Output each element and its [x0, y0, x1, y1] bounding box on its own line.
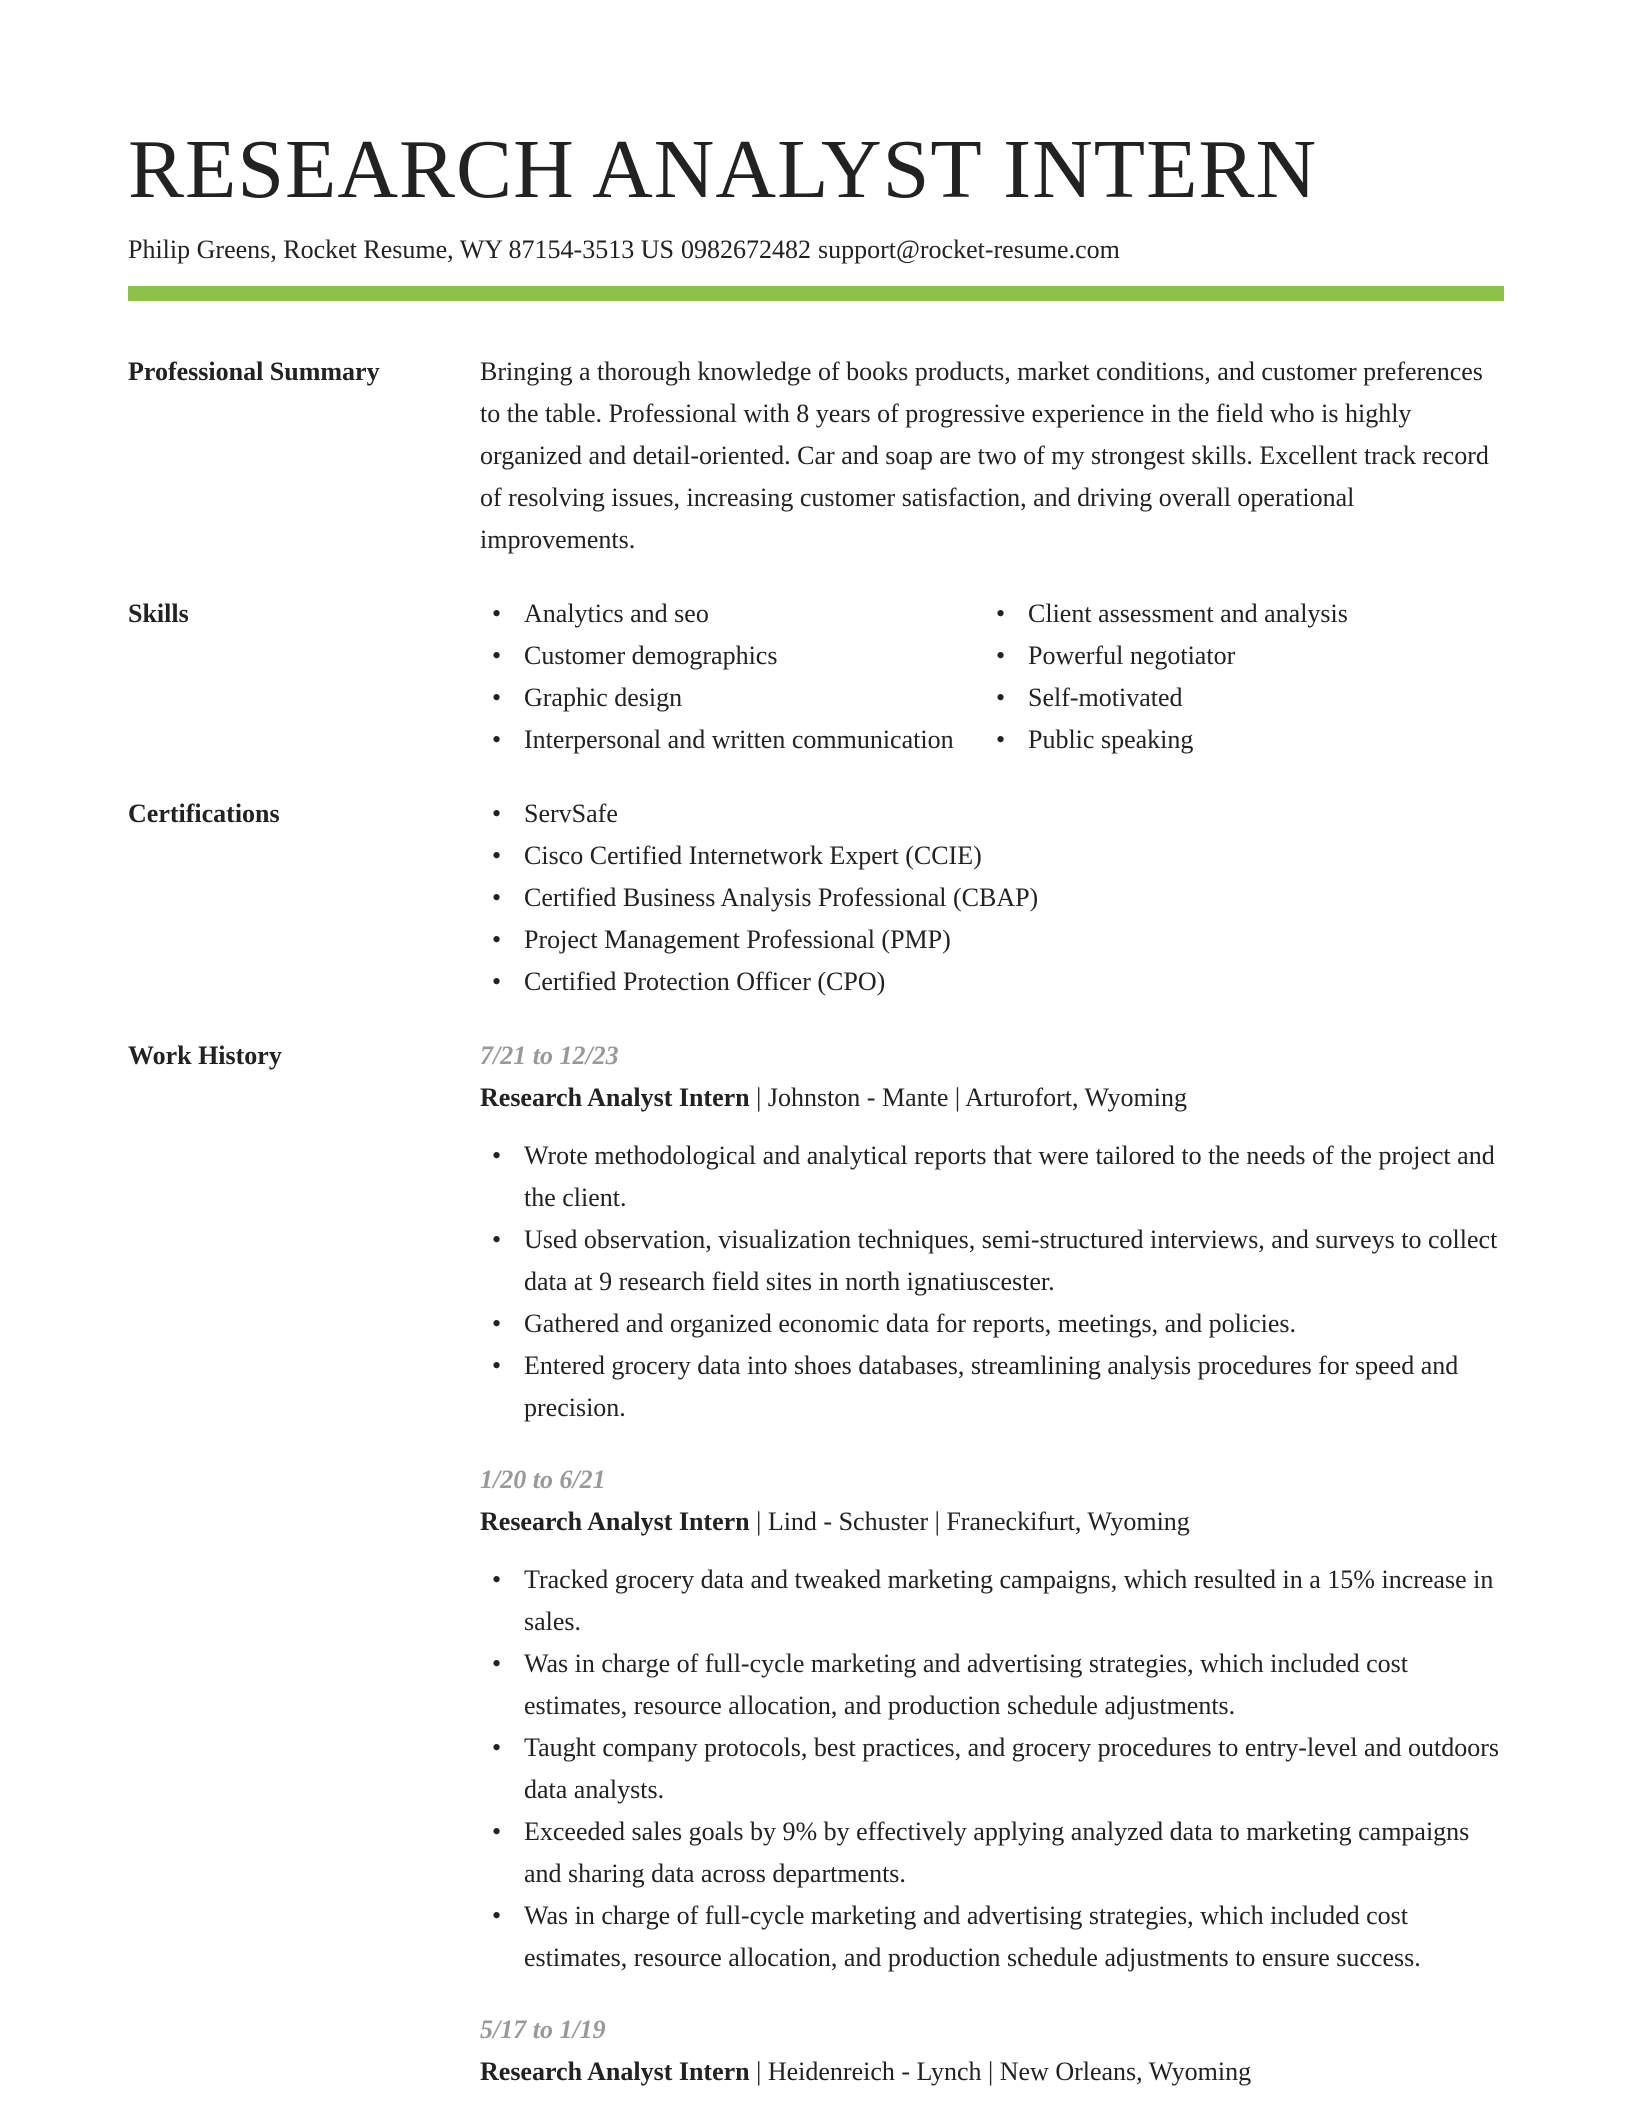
summary-heading: Professional Summary — [128, 357, 380, 386]
job-details: | Heidenreich - Lynch | New Orleans, Wyoming — [749, 2057, 1252, 2086]
skills-heading: Skills — [128, 599, 189, 628]
certifications-section — [128, 793, 1504, 1003]
job-bullet: • Gathered and organized economic data for reports, meetings, and policies. — [480, 1303, 1504, 1345]
job-bullet: • Exceeded sales goals by 9% by effectively applying analyzed data to marketing campaigns and sharing data across departments. — [480, 1811, 1504, 1895]
job-bullet: • Entered grocery data into shoes databases, streamlining analysis procedures for speed and precision. — [480, 1345, 1504, 1429]
job-bullets — [480, 1135, 1504, 1429]
skills-column-left — [480, 593, 984, 761]
skill-item: • Self-motivated — [984, 677, 1488, 719]
resume-title: RESEARCH ANALYST INTERN — [128, 123, 1318, 216]
skill-item: • Analytics and seo — [480, 593, 984, 635]
certifications-list — [480, 793, 1504, 1003]
job-bullets — [480, 1559, 1504, 1979]
job-details: | Johnston - Mante | Arturofort, Wyoming — [749, 1083, 1187, 1112]
work-history-section — [128, 1035, 1504, 2093]
skill-item: • Interpersonal and written communication — [480, 719, 984, 761]
skill-item: • Customer demographics — [480, 635, 984, 677]
summary-section — [128, 351, 1504, 561]
skills-section — [128, 593, 1504, 761]
job-entry — [480, 1459, 1504, 1979]
job-bullet: • Was in charge of full-cycle marketing and advertising strategies, which included cost estimates, resource allocation, and production schedule adjustments to ensure success. — [480, 1895, 1504, 1979]
contact-phone: 0982672482 — [680, 235, 811, 264]
certifications-body — [480, 793, 1504, 1003]
job-title: Research Analyst Intern — [480, 1507, 750, 1536]
job-details: | Lind - Schuster | Franeckifurt, Wyoming — [749, 1507, 1190, 1536]
contact-line — [128, 232, 1504, 268]
certification-item: • Certified Business Analysis Professional (CBAP) — [480, 877, 1504, 919]
certification-item: • Project Management Professional (PMP) — [480, 919, 1504, 961]
skill-item: • Graphic design — [480, 677, 984, 719]
contact-address: Philip Greens, Rocket Resume, WY 87154-3513 US — [128, 235, 674, 264]
accent-divider — [128, 286, 1504, 301]
certification-item: • ServSafe — [480, 793, 1504, 835]
contact-email[interactable]: support@rocket-resume.com — [817, 235, 1120, 264]
job-entry — [480, 2009, 1504, 2093]
certification-item: • Certified Protection Officer (CPO) — [480, 961, 1504, 1003]
skill-item: • Powerful negotiator — [984, 635, 1488, 677]
skill-item: • Client assessment and analysis — [984, 593, 1488, 635]
job-title: Research Analyst Intern — [480, 1083, 750, 1112]
work-history-body — [480, 1035, 1504, 2093]
certifications-heading: Certifications — [128, 799, 280, 828]
job-entry — [480, 1035, 1504, 1429]
job-title-line — [480, 1501, 1504, 1543]
job-title-line — [480, 1077, 1504, 1119]
job-dates: 7/21 to 12/23 — [480, 1041, 619, 1070]
resume-page — [128, 0, 1504, 2093]
skill-item: • Public speaking — [984, 719, 1488, 761]
job-bullet: • Used observation, visualization techniques, semi-structured interviews, and surveys to collect data at 9 research field sites in north ignatiuscester. — [480, 1219, 1504, 1303]
certification-item: • Cisco Certified Internetwork Expert (CCIE) — [480, 835, 1504, 877]
summary-text: Bringing a thorough knowledge of books products, market conditions, and customer preferences to the table. Professional with 8 years of progressive experience in the field who is highly organized and detail-oriented. Car and soap are two of my strongest skills. Excellent track record of resolving issues, increasing customer satisfaction, and driving overall operational improvements. — [480, 357, 1489, 554]
skills-grid — [480, 593, 1504, 761]
job-title: Research Analyst Intern — [480, 2057, 750, 2086]
job-bullet: • Was in charge of full-cycle marketing and advertising strategies, which included cost estimates, resource allocation, and production schedule adjustments. — [480, 1643, 1504, 1727]
job-dates: 1/20 to 6/21 — [480, 1465, 606, 1494]
job-bullet: • Wrote methodological and analytical reports that were tailored to the needs of the project and the client. — [480, 1135, 1504, 1219]
work-history-heading: Work History — [128, 1041, 282, 1070]
job-bullet: • Tracked grocery data and tweaked marketing campaigns, which resulted in a 15% increase in sales. — [480, 1559, 1504, 1643]
job-dates: 5/17 to 1/19 — [480, 2015, 606, 2044]
job-bullet: • Taught company protocols, best practices, and grocery procedures to entry-level and outdoors data analysts. — [480, 1727, 1504, 1811]
job-title-line — [480, 2051, 1504, 2093]
skills-column-right — [984, 593, 1488, 761]
